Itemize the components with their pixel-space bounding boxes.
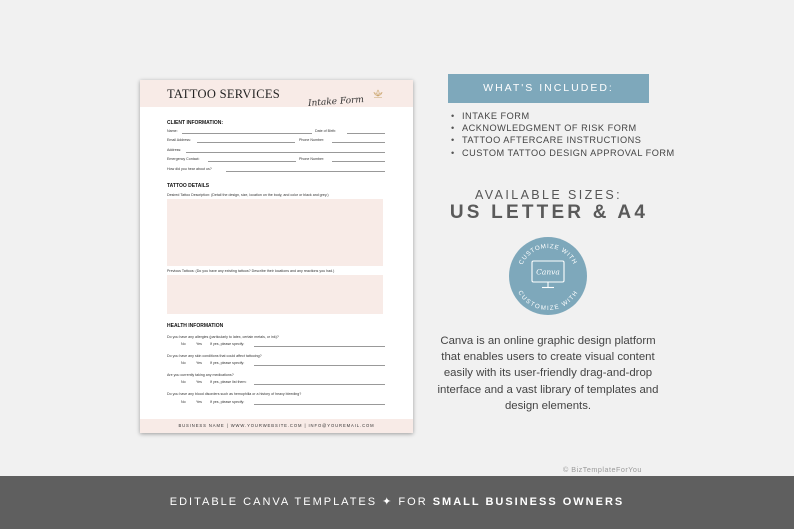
specify-label: If yes, please specify: (210, 342, 245, 346)
whats-included-banner: WHAT'S INCLUDED: (448, 74, 649, 103)
phone-line-2 (332, 161, 385, 162)
health-question: Do you have any skin conditions that could affect tattooing? (167, 354, 262, 358)
specify-label: If yes, please specify: (210, 361, 245, 365)
phone-line (332, 142, 385, 143)
copyright-credit: © BizTemplateForYou (563, 465, 642, 474)
client-info-heading: CLIENT INFORMATION: (167, 120, 224, 126)
form-footer: BUSINESS NAME | WWW.YOURWEBSITE.COM | INFO@YOUREMAIL.COM (140, 419, 413, 433)
answer-no: No (181, 380, 186, 384)
tattoo-details-heading: TATTOO DETAILS (167, 183, 210, 189)
phone-label-2: Phone Number: (299, 157, 325, 161)
specify-label: If yes, please specify: (210, 400, 245, 404)
desired-description-box (167, 199, 383, 266)
included-list (450, 110, 675, 159)
bottom-banner-emphasis: SMALL BUSINESS OWNERS (432, 496, 625, 508)
answer-yes: Yes (196, 342, 202, 346)
available-sizes-label: AVAILABLE SIZES: (474, 188, 622, 202)
form-preview-page (140, 80, 413, 433)
form-title: TATTOO SERVICES (167, 87, 281, 101)
list-item: • INTAKE FORM (450, 110, 675, 122)
answer-no: No (181, 342, 186, 346)
badge-screen-text: Canva (536, 267, 560, 277)
emergency-line (208, 161, 296, 162)
form-script-title: Intake Form (307, 95, 365, 109)
specify-line (254, 404, 385, 405)
specify-line (254, 384, 385, 385)
desired-description-label: Desired Tattoo Description: (Detail the design, size, location on the body, and color or black and grey.) (167, 193, 329, 197)
health-question: Are you currently taking any medications? (167, 373, 234, 377)
canva-description: Canva is an online graphic design platform that enables users to create visual content easily with its user-friendly drag-and-drop interface and a vast library of templates and design elements. (437, 335, 659, 412)
previous-tattoos-label: Previous Tattoos: (Do you have any existing tattoos? Describe their locations and any reactions you had.) (167, 269, 335, 273)
answer-yes: Yes (196, 380, 202, 384)
address-line (186, 152, 385, 153)
available-sizes-value: US LETTER & A4 (449, 202, 649, 223)
hear-label: How did you hear about us? (167, 167, 212, 171)
answer-no: No (181, 400, 186, 404)
badge-text-bottom: CUSTOMIZE WITH (516, 289, 580, 313)
bottom-banner-prefix: EDITABLE CANVA TEMPLATES ✦ FOR (169, 496, 433, 508)
answer-yes: Yes (196, 400, 202, 404)
answer-no: No (181, 361, 186, 365)
health-info-heading: HEALTH INFORMATION (167, 323, 224, 329)
health-question: Do you have any blood disorders such as hemophilia or a history of heavy bleeding? (167, 392, 302, 396)
list-item: • CUSTOM TATTOO DESIGN APPROVAL FORM (450, 147, 675, 159)
bottom-banner (0, 476, 794, 529)
health-question: Do you have any allergies (particularly to latex, certain metals, or ink)? (167, 335, 279, 339)
email-label: Email Address: (167, 138, 191, 142)
customize-with-canva-badge-icon (508, 236, 588, 316)
name-line (182, 133, 312, 134)
hear-line (226, 171, 385, 172)
previous-tattoos-box (167, 275, 383, 314)
address-label: Address: (167, 148, 182, 152)
list-item: • ACKNOWLEDGMENT OF RISK FORM (450, 122, 675, 134)
emergency-label: Emergency Contact: (167, 157, 200, 161)
list-item: • TATTOO AFTERCARE INSTRUCTIONS (450, 134, 675, 146)
lotus-logo-icon (372, 89, 384, 99)
specify-label: If yes, please list them: (210, 380, 247, 384)
specify-line (254, 346, 385, 347)
badge-text-top: CUSTOMIZE WITH (517, 242, 579, 266)
answer-yes: Yes (196, 361, 202, 365)
dob-label: Date of Birth: (315, 129, 336, 133)
phone-label: Phone Number: (299, 138, 325, 142)
email-line (197, 142, 295, 143)
name-label: Name: (167, 129, 178, 133)
specify-line (254, 365, 385, 366)
dob-line (347, 133, 385, 134)
